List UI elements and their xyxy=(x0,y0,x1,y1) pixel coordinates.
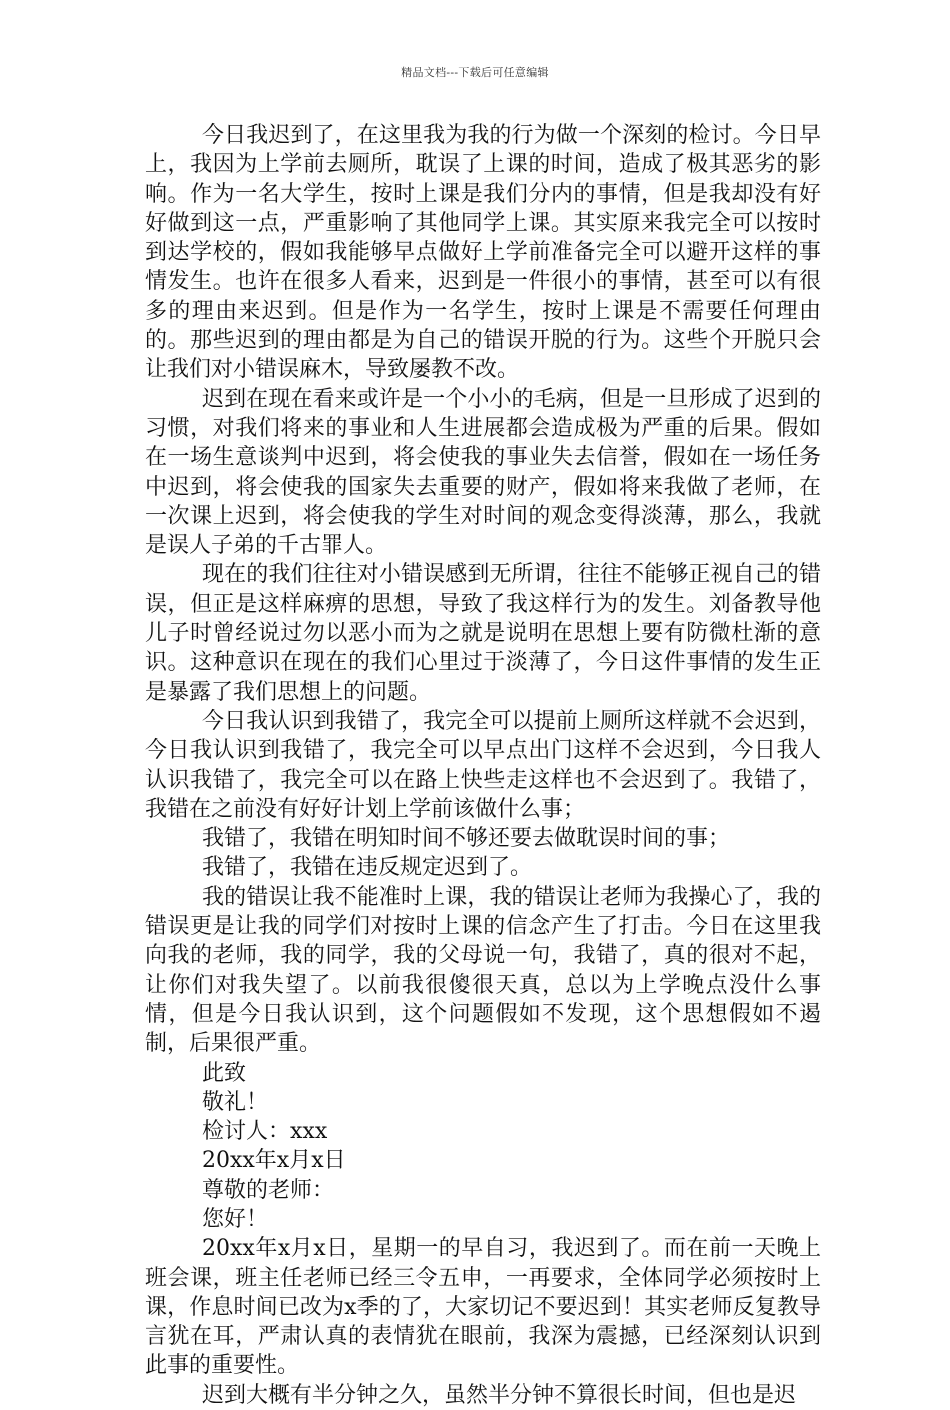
paragraph: 我错了，我错在明知时间不够还要去做耽误时间的事； xyxy=(202,826,731,852)
document-body xyxy=(145,121,821,1410)
paragraph: 20xx年x月x日，星期一的早自习，我迟到了。而在前一天晚上班会课，班主任老师已经三令五申，一再要求，全体同学必须按时上课，作息时间已改为x季的了，大家切记不要迟到！其实老师反复教导言犹在耳，严肃认真的表情犹在眼前，我深为震撼，已经深刻认识到此事的重要性。 xyxy=(145,1236,821,1379)
greeting: 您好！ xyxy=(202,1206,269,1232)
paragraph: 我错了，我错在违反规定迟到了。 xyxy=(202,855,533,881)
paragraph: 今日我迟到了，在这里我为我的行为做一个深刻的检讨。今日早上，我因为上学前去厕所，耽误了上课的时间，造成了极其恶劣的影响。作为一名大学生，按时上课是我们分内的事情，但是我却没有好好做到这一点，严重影响了其他同学上课。其实原来我完全可以按时到达学校的，假如我能够早点做好上学前准备完全可以避开这样的事情发生。也许在很多人看来，迟到是一件很小的事情，甚至可以有很多的理由来迟到。但是作为一名学生，按时上课是不需要任何理由的。那些迟到的理由都是为自己的错误开脱的行为。这些个开脱只会让我们对小错误麻木，导致屡教不改。 xyxy=(145,123,821,383)
closing-salutation: 此致 xyxy=(202,1060,247,1086)
signature-line: 检讨人：xxx xyxy=(202,1119,328,1145)
greeting-addressee: 尊敬的老师： xyxy=(202,1177,335,1203)
paragraph: 现在的我们往往对小错误感到无所谓，往往不能够正视自己的错误，但正是这样麻痹的思想，导致了我这样行为的发生。刘备教导他儿子时曾经说过勿以恶小而为之就是说明在思想上要有防微杜渐的意识。这种意识在现在的我们心里过于淡薄了，今日这件事情的发生正是暴露了我们思想上的问题。 xyxy=(145,562,821,705)
closing-regards: 敬礼！ xyxy=(202,1089,269,1115)
paragraph: 我的错误让我不能准时上课，我的错误让老师为我操心了，我的错误更是让我的同学们对按时上课的信念产生了打击。今日在这里我向我的老师，我的同学，我的父母说一句，我错了，真的很对不起，让你们对我失望了。以前我很傻很天真，总以为上学晚点没什么事情，但是今日我认识到，这个问题假如不发现，这个思想假如不遏制，后果很严重。 xyxy=(145,884,821,1057)
paragraph: 迟到在现在看来或许是一个小小的毛病，但是一旦形成了迟到的习惯，对我们将来的事业和人生进展都会造成极为严重的后果。假如在一场生意谈判中迟到，将会使我的事业失去信誉，假如在一场任务中迟到，将会使我的国家失去重要的财产，假如将来我做了老师，在一次课上迟到，将会使我的学生对时间的观念变得淡薄，那么，我就是误人子弟的千古罪人。 xyxy=(145,386,821,559)
date-line: 20xx年x月x日 xyxy=(202,1148,346,1174)
paragraph: 迟到大概有半分钟之久，虽然半分钟不算很长时间，但也是迟 xyxy=(202,1382,797,1408)
page-header: 精品文档---下载后可任意编辑 xyxy=(401,66,549,79)
paragraph: 今日我认识到我错了，我完全可以提前上厕所这样就不会迟到，今日我认识到我错了，我完全可以早点出门这样不会迟到，今日我人认识我错了，我完全可以在路上快些走这样也不会迟到了。我错了，我错在之前没有好好计划上学前该做什么事； xyxy=(145,708,821,822)
